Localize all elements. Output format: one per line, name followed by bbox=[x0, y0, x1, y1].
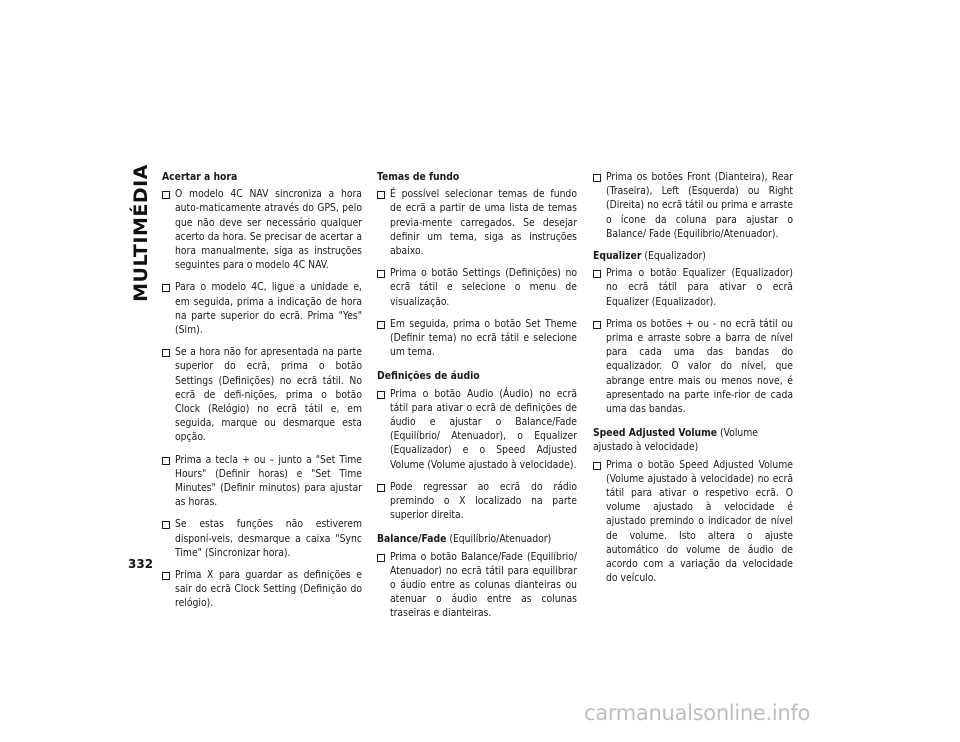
bullet-item bbox=[593, 458, 793, 586]
heading-temas-fundo: Temas de fundo bbox=[377, 171, 460, 183]
bullet-item bbox=[162, 345, 362, 444]
bullet-text: É possível selecionar temas de fundo de ecrã a partir de uma lista de temas previa-mente carregados. Se desejar definir um tema, siga as instruções abaixo. bbox=[390, 188, 577, 258]
bullet-text: Prima o botão Audio (Áudio) no ecrã tátil para ativar o ecrã de definições de áudio e ajustar o Balance/Fade (Equilíbrio/ Atenuador), o Equalizer (Equalizador) e o Speed Adjusted Volume (Volume ajustado à velocidade). bbox=[390, 387, 577, 471]
checkbox-bullet-icon bbox=[162, 349, 170, 357]
bullet-item bbox=[377, 550, 577, 621]
bullet-text: Prima os botões + ou - no ecrã tátil ou prima e arraste sobre a barra de nível para cada uma das bandas do equalizador. O valor do nível, que abrange entre mais ou menos nove, é apresentado na parte infe-rior de cada uma das bandas. bbox=[606, 317, 793, 416]
checkbox-bullet-icon bbox=[377, 191, 385, 199]
bullet-item bbox=[377, 266, 577, 309]
bullet-text: Se a hora não for apresentada na parte superior do ecrã, prima o botão Settings (Definições) no ecrã tátil. No ecrã de defi-nições, prima o botão Clock (Relógio) no ecrã tátil e, em seguida, marque ou desmarque esta opção. bbox=[175, 346, 362, 444]
checkbox-bullet-icon bbox=[377, 554, 385, 562]
section-side-label bbox=[126, 158, 156, 308]
bullet-item bbox=[377, 480, 577, 523]
watermark: carmanualsonline.info bbox=[584, 701, 811, 725]
heading-definicoes-audio: Definições de áudio bbox=[377, 370, 480, 383]
bullet-text: Prima X para guardar as definições e sair do ecrã Clock Setting (Definição do relógio). bbox=[175, 569, 362, 610]
column-3 bbox=[593, 170, 793, 593]
heading-balance-fade bbox=[377, 532, 577, 546]
checkbox-bullet-icon bbox=[162, 284, 170, 292]
bullet-text: Se estas funções não estiverem disponí-veis, desmarque a caixa "Sync Time" (Sincronizar hora). bbox=[175, 518, 362, 559]
checkbox-bullet-icon bbox=[593, 270, 601, 278]
checkbox-bullet-icon bbox=[162, 521, 170, 529]
checkbox-bullet-icon bbox=[593, 174, 601, 182]
bullet-text: Prima a tecla + ou – junto a "Set Time Hours" (Definir horas) e "Set Time Minutes" (Definir minutos) para ajustar as horas. bbox=[175, 453, 362, 509]
heading-balance-fade-bold: Balance/Fade bbox=[377, 533, 447, 546]
bullet-text: Para o modelo 4C, ligue a unidade e, em seguida, prima a indicação de hora na parte superior do ecrã. Prima "Yes" (Sim). bbox=[175, 281, 362, 337]
bullet-text: Prima o botão Settings (Definições) no ecrã tátil e selecione o menu de visualização. bbox=[390, 267, 577, 308]
checkbox-bullet-icon bbox=[377, 391, 385, 399]
bullet-item bbox=[377, 317, 577, 360]
checkbox-bullet-icon bbox=[377, 484, 385, 492]
checkbox-bullet-icon bbox=[162, 457, 170, 465]
bullet-item bbox=[377, 387, 577, 472]
bullet-text: Prima o botão Equalizer (Equalizador) no ecrã tátil para ativar o ecrã Equalizer (Equalizador). bbox=[606, 267, 793, 308]
checkbox-bullet-icon bbox=[377, 321, 385, 329]
checkbox-bullet-icon bbox=[162, 191, 170, 199]
bullet-item bbox=[593, 317, 793, 416]
bullet-item bbox=[162, 187, 362, 272]
heading-speed-adjusted-volume-normal: (Volume ajustado à velocidade) bbox=[593, 427, 758, 454]
bullet-text: Prima o botão Balance/Fade (Equilíbrio/ Atenuador) no ecrã tátil para equilibrar o áudio entre as colunas dianteiras ou atenuar o áudio entre as colunas traseiras e dianteiras. bbox=[390, 550, 577, 620]
bullet-text: O modelo 4C NAV sincroniza a hora auto-maticamente através do GPS, pelo que não deve ser necessário qualquer acerto da hora. Se precisar de acertar a hora manualmente, siga as instruções seguintes para o modelo 4C NAV. bbox=[175, 188, 362, 272]
checkbox-bullet-icon bbox=[593, 462, 601, 470]
bullet-item bbox=[162, 517, 362, 560]
heading-equalizer-normal: (Equalizador) bbox=[641, 250, 706, 263]
bullet-item bbox=[162, 453, 362, 510]
bullet-item bbox=[593, 266, 793, 309]
column-1 bbox=[162, 170, 362, 619]
page-number: 332 bbox=[128, 557, 154, 571]
heading-speed-adjusted-volume bbox=[593, 426, 793, 454]
heading-acertar-hora: Acertar a hora bbox=[162, 171, 238, 183]
bullet-text: Pode regressar ao ecrã do rádio premindo o X localizado na parte superior direita. bbox=[390, 480, 577, 522]
checkbox-bullet-icon bbox=[377, 270, 385, 278]
heading-equalizer-bold: Equalizer bbox=[593, 250, 642, 263]
bullet-item bbox=[162, 280, 362, 337]
bullet-text: Prima os botões Front (Dianteira), Rear (Traseira), Left (Esquerda) ou Right (Direita) no ecrã tátil ou prima e arraste o ícone da coluna para ajustar o Balance/ Fade (Equilíbrio/Atenuador). bbox=[606, 171, 793, 240]
bullet-item bbox=[593, 170, 793, 241]
bullet-text: Em seguida, prima o botão Set Theme (Definir tema) no ecrã tátil e selecione um tema. bbox=[390, 317, 577, 359]
section-side-label-text: MULTIMÉDIA bbox=[130, 164, 152, 302]
heading-speed-adjusted-volume-bold: Speed Adjusted Volume bbox=[593, 427, 718, 440]
bullet-item bbox=[377, 187, 577, 258]
heading-equalizer bbox=[593, 249, 793, 263]
checkbox-bullet-icon bbox=[593, 321, 601, 329]
column-2 bbox=[377, 170, 577, 629]
checkbox-bullet-icon bbox=[162, 572, 170, 580]
bullet-text: Prima o botão Speed Adjusted Volume (Volume ajustado à velocidade) no ecrã tátil para ativar o respetivo ecrã. O volume ajustado à velocidade é ajustado premindo o indicador de nível de volume. Isto altera o ajuste automático do volume de áudio de acordo com a variação da velocidade do veículo. bbox=[606, 458, 793, 585]
heading-balance-fade-normal: (Equilíbrio/Atenuador) bbox=[446, 533, 552, 546]
bullet-item bbox=[162, 568, 362, 611]
